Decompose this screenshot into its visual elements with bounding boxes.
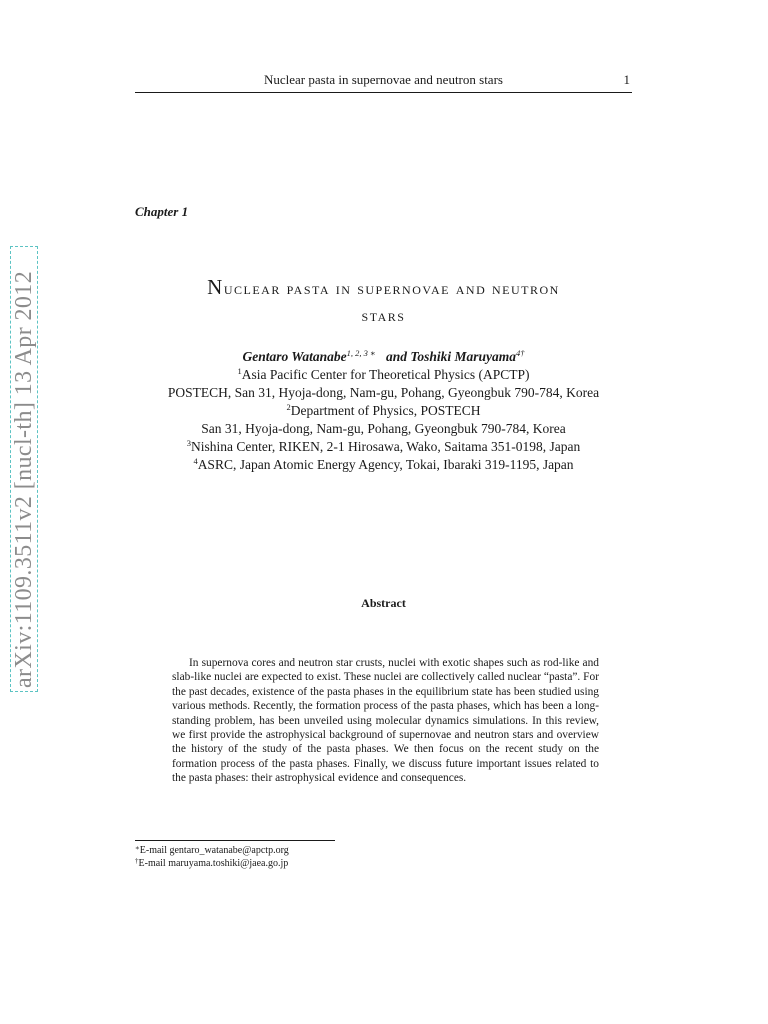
affiliation-text: Department of Physics, POSTECH: [290, 403, 481, 418]
title-line-1-rest: uclear pasta in supernovae and neutron: [223, 279, 560, 298]
footnote-mark: ∗: [135, 844, 140, 852]
affiliation-text: POSTECH, San 31, Hyoja-dong, Nam-gu, Pohang, Gyeongbuk 790-784, Korea: [167, 385, 600, 400]
arxiv-identifier-stamp[interactable]: arXiv:1109.3511v2 [nucl-th] 13 Apr 2012: [10, 246, 38, 692]
footnote-divider: [135, 840, 335, 841]
footnote-text: E-mail maruyama.toshiki@jaea.go.jp: [138, 858, 289, 869]
paper-title: [135, 274, 632, 329]
author-names: [135, 348, 632, 366]
title-initial: N: [207, 275, 224, 299]
chapter-label: Chapter 1: [135, 204, 189, 219]
footnote-text: E-mail gentaro_watanabe@apctp.org: [139, 845, 289, 856]
affiliation-line: [135, 402, 632, 420]
affiliation-mark: 4: [193, 456, 198, 466]
running-title: Nuclear pasta in supernovae and neutron stars: [264, 72, 503, 87]
affiliation-text: Nishina Center, RIKEN, 2-1 Hirosawa, Wako, Saitama 351-0198, Japan: [191, 439, 581, 454]
footnote: [135, 844, 289, 857]
affiliation-text: Asia Pacific Center for Theoretical Physics (APCTP): [241, 367, 530, 382]
affiliation-line: [135, 456, 632, 474]
author-connector: and Toshiki Maruyama: [385, 349, 516, 364]
authors-block: [135, 348, 632, 474]
title-line-1: [135, 274, 632, 302]
abstract-heading: Abstract: [361, 596, 406, 610]
abstract-body: In supernova cores and neutron star crusts, nuclei with exotic shapes such as rod-like and slab-like nuclei are expected to exist. These nuclei are collectively called nuclear “pasta”. For the past decades, existence of the pasta phases in the equilibrium state has been studied using various methods. Recently, the formation process of the pasta phases, which has been a long-standing problem, has been unveiled using molecular dynamics simulations. In this review, we first provide the astrophysical background of supernovae and neutron stars and overview the history of the study of the pasta phases. We then focus on the recent study on the formation process of the pasta phases. Finally, we discuss future important issues related to the pasta phases: their astrophysical evidence and consequences.: [172, 657, 599, 785]
title-line-2: stars: [361, 306, 406, 325]
affiliation-line: [135, 384, 632, 402]
affiliation-line: [135, 420, 632, 438]
footnote: [135, 857, 289, 870]
author-1-name: Gentaro Watanabe: [242, 349, 347, 364]
affiliation-text: ASRC, Japan Atomic Energy Agency, Tokai, Ibaraki 319-1195, Japan: [197, 457, 574, 472]
page-number: 1: [623, 72, 630, 87]
footnote-mark: †: [135, 857, 139, 865]
author-1-marks: 1, 2, 3 ∗: [346, 348, 376, 358]
affiliation-text: San 31, Hyoja-dong, Nam-gu, Pohang, Gyeongbuk 790-784, Korea: [201, 421, 566, 436]
footnotes: [135, 844, 289, 870]
affiliation-mark: 3: [186, 438, 192, 448]
author-2-marks: 4†: [515, 348, 525, 358]
affiliation-mark: 2: [286, 402, 291, 412]
affiliation-line: [135, 366, 632, 384]
affiliation-mark: 1: [237, 366, 242, 376]
affiliation-line: [135, 438, 632, 456]
running-header: [135, 72, 632, 93]
